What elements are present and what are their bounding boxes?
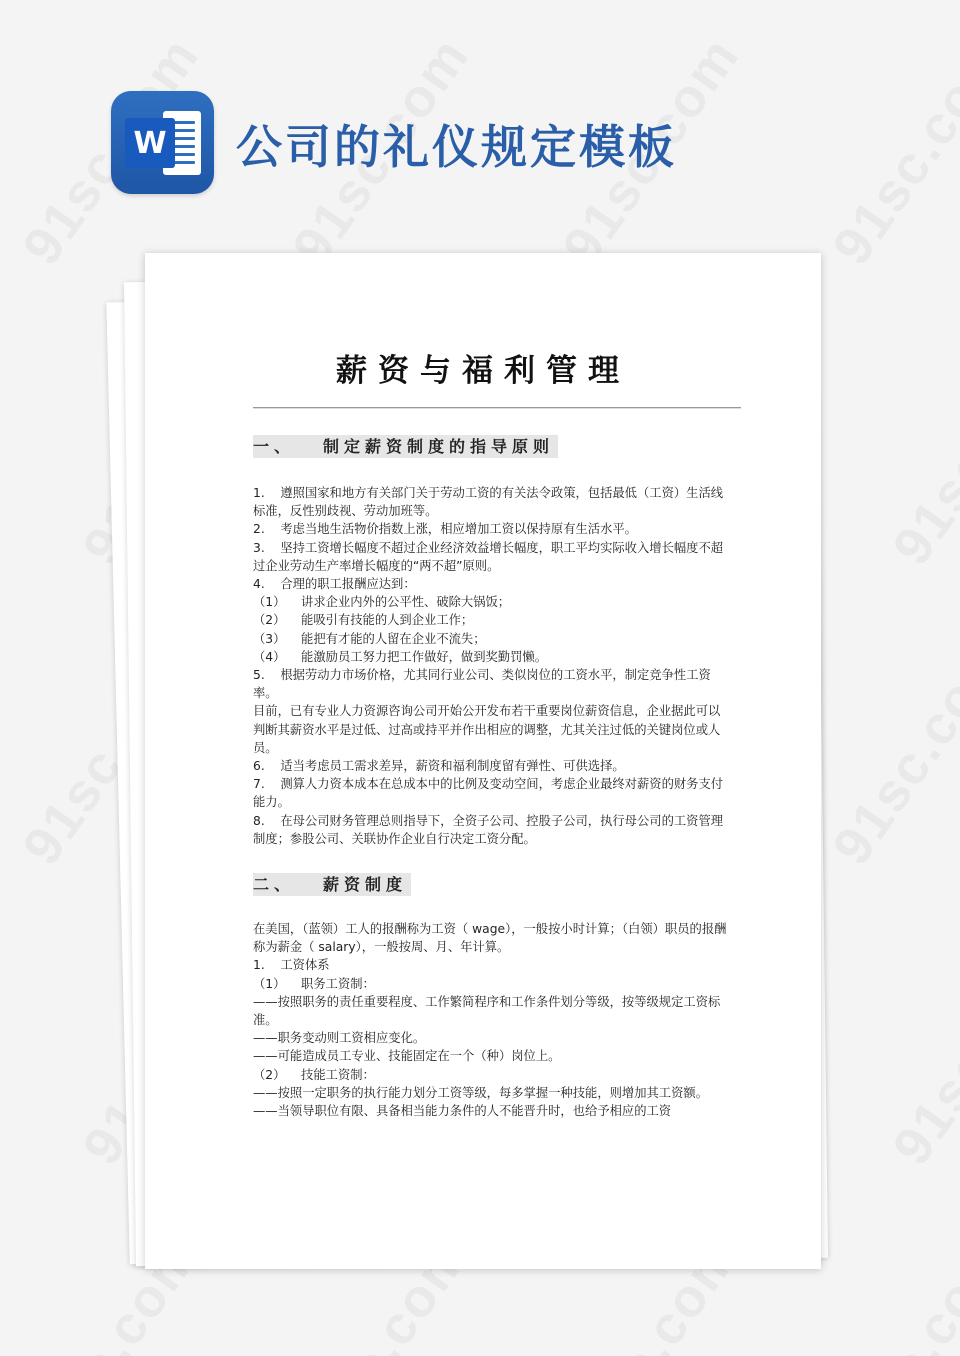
- title-divider: [253, 407, 741, 408]
- paragraph: 5. 根据劳动力市场价格，尤其同行业公司、类似岗位的工资水平，制定竞争性工资率。: [253, 668, 711, 701]
- section-body-2: [253, 920, 727, 1120]
- paragraph: （1） 职务工资制：: [253, 976, 375, 991]
- section-heading-2: [253, 873, 411, 896]
- watermark-text: [821, 626, 960, 876]
- page-title: 公司的礼仪规定模板: [236, 120, 677, 174]
- paragraph: 4. 合理的职工报酬应达到：: [253, 577, 416, 592]
- watermark-text: [821, 1226, 960, 1356]
- paragraph: ——职务变动则工资相应变化。: [253, 1031, 426, 1046]
- paragraph: 在美国，（蓝领）工人的报酬称为工资（ wage），一般按小时计算；（白领）职员的报酬称为薪金（ salary），一般按周、月、年计算。: [253, 922, 727, 955]
- logo-letter: W: [125, 118, 175, 168]
- paragraph: （4） 能激励员工努力把工作做好，做到奖勤罚懒。: [253, 649, 547, 664]
- section-body-1: [253, 484, 727, 848]
- paragraph: 7. 测算人力资本成本在总成本中的比例及变动空间，考虑企业最终对薪资的财务支付能力。: [253, 777, 724, 810]
- paragraph: （2） 技能工资制：: [253, 1067, 375, 1082]
- watermark-text: [881, 926, 960, 1176]
- paragraph: （3） 能把有才能的人留在企业不流失；: [253, 631, 486, 646]
- document-page: [145, 253, 821, 1269]
- watermark-text: [881, 326, 960, 576]
- watermark-text: [821, 26, 960, 276]
- paragraph: 6. 适当考虑员工需求差异，薪资和福利制度留有弹性、可供选择。: [253, 759, 625, 774]
- section-number-1: 一、: [253, 437, 296, 456]
- word-document-icon: [111, 91, 214, 194]
- document-title: 薪资与福利管理: [336, 353, 630, 389]
- paragraph: 3. 坚持工资增长幅度不超过企业经济效益增长幅度，职工平均实际收入增长幅度不超过企业劳动生产率增长幅度的“两不超”原则。: [253, 540, 724, 573]
- section-title-1: 制定薪资制度的指导原则: [323, 437, 555, 456]
- paragraph: （1） 讲求企业内外的公平性、破除大锅饭；: [253, 595, 511, 610]
- paragraph: ——可能造成员工专业、技能固定在一个（种）岗位上。: [253, 1049, 561, 1064]
- paragraph: 目前，已有专业人力资源咨询公司开始公开发布若干重要岗位薪资信息，企业据此可以判断其薪资水平是过低、过高或持平并作出相应的调整，尤其关注过低的关键岗位或人员。: [253, 704, 721, 755]
- paragraph: （2） 能吸引有技能的人到企业工作；: [253, 613, 474, 628]
- paragraph: ——当领导职位有限、具备相当能力条件的人不能晋升时，也给予相应的工资: [253, 1104, 672, 1119]
- section-heading-1: [253, 435, 558, 458]
- section-number-2: 二、: [253, 875, 296, 894]
- section-title-2: 薪资制度: [323, 875, 408, 894]
- paragraph: 1. 工资体系: [253, 958, 330, 973]
- paragraph: ——按照职务的责任重要程度、工作繁简程序和工作条件划分等级，按等级规定工资标准。: [253, 994, 721, 1028]
- paragraph: 1. 遵照国家和地方有关部门关于劳动工资的有关法令政策，包括最低（工资）生活线标准，反性别歧视、劳动加班等。: [253, 486, 724, 519]
- paragraph: ——按照一定职务的执行能力划分工资等级，每多掌握一种技能，则增加其工资额。: [253, 1085, 708, 1100]
- paragraph: 2. 考虑当地生活物价指数上涨，相应增加工资以保持原有生活水平。: [253, 522, 637, 537]
- paragraph: 8. 在母公司财务管理总则指导下，全资子公司、控股子公司，执行母公司的工资管理制度；参股公司、关联协作企业自行决定工资分配。: [253, 813, 724, 846]
